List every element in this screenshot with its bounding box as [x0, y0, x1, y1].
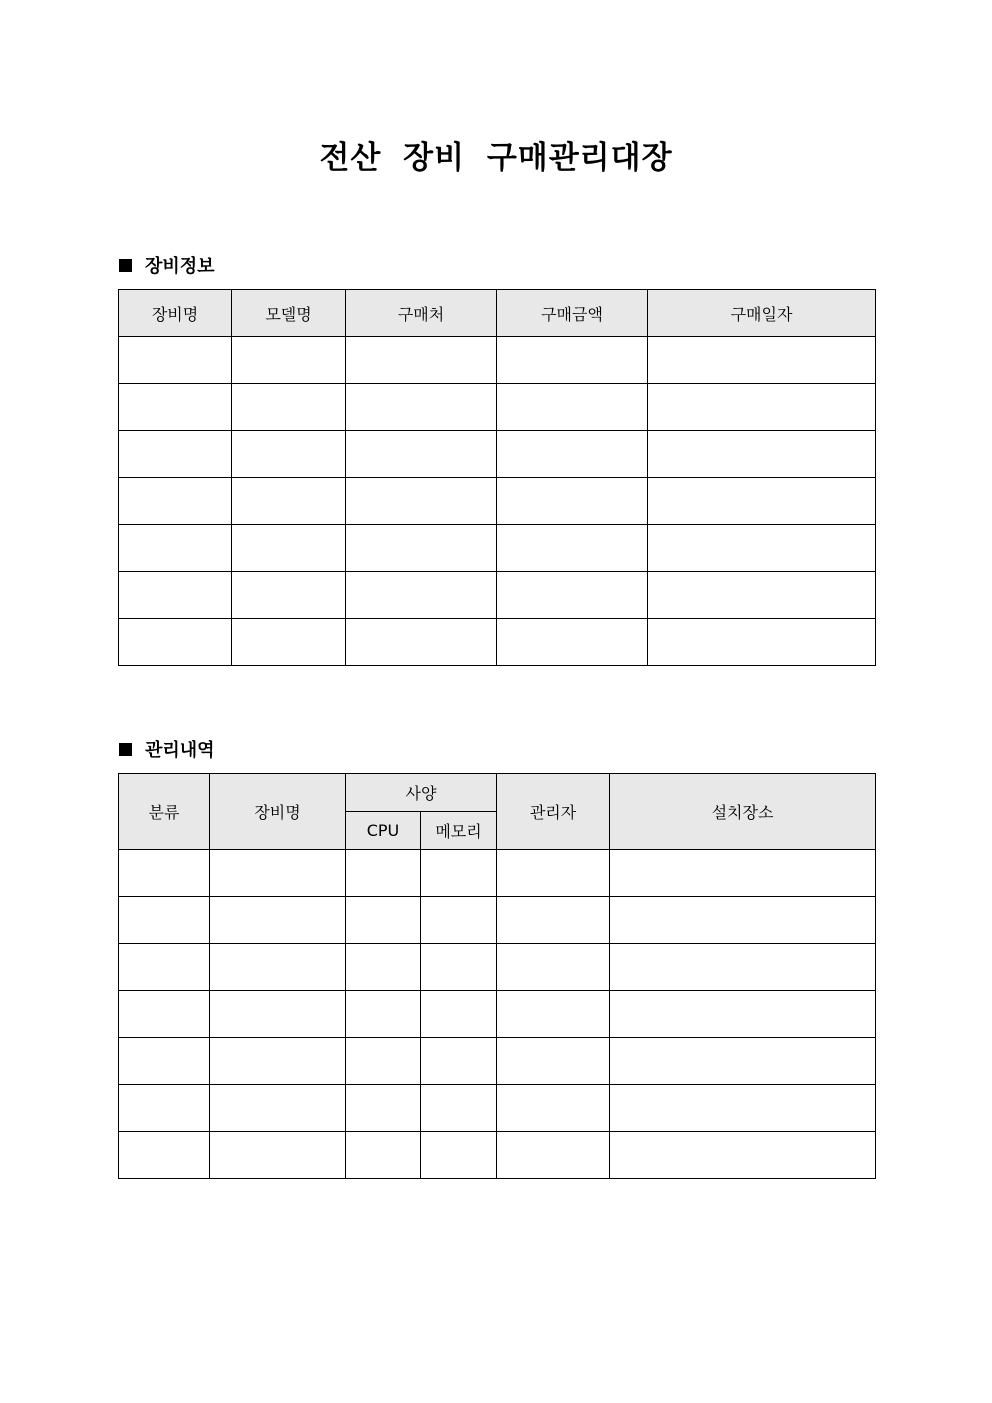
table-cell[interactable] [210, 1038, 346, 1085]
table-row [119, 850, 876, 897]
table-cell[interactable] [210, 944, 346, 991]
table-cell[interactable] [210, 1132, 346, 1179]
table-cell[interactable] [421, 944, 497, 991]
table-cell[interactable] [232, 619, 346, 666]
table-cell[interactable] [648, 337, 876, 384]
table-row [119, 991, 876, 1038]
table-cell[interactable] [497, 1038, 610, 1085]
table-cell[interactable] [421, 1132, 497, 1179]
table-cell[interactable] [497, 525, 648, 572]
table-cell[interactable] [497, 478, 648, 525]
table-cell[interactable] [346, 850, 421, 897]
table-cell[interactable] [421, 1038, 497, 1085]
management-table [118, 773, 876, 1179]
table-cell[interactable] [119, 1085, 210, 1132]
table-cell[interactable] [497, 850, 610, 897]
table-cell[interactable] [421, 991, 497, 1038]
table-cell[interactable] [497, 1085, 610, 1132]
table-cell[interactable] [346, 619, 497, 666]
table-cell[interactable] [610, 897, 876, 944]
table-cell[interactable] [497, 384, 648, 431]
table-cell[interactable] [610, 1132, 876, 1179]
table-cell[interactable] [346, 384, 497, 431]
table-cell[interactable] [232, 572, 346, 619]
table-cell[interactable] [610, 991, 876, 1038]
table-cell[interactable] [232, 525, 346, 572]
column-header-spec: 사양 [346, 774, 497, 812]
table-cell[interactable] [421, 897, 497, 944]
table-row [119, 525, 876, 572]
table-cell[interactable] [421, 1085, 497, 1132]
table-cell[interactable] [610, 850, 876, 897]
column-header-equipment-name: 장비명 [119, 290, 232, 337]
table-row [119, 478, 876, 525]
table-cell[interactable] [610, 1085, 876, 1132]
table-row [119, 897, 876, 944]
column-header-category: 분류 [119, 774, 210, 850]
column-header-memory: 메모리 [421, 812, 497, 850]
table-cell[interactable] [346, 478, 497, 525]
table-cell[interactable] [210, 991, 346, 1038]
table-cell[interactable] [232, 337, 346, 384]
column-header-purchase-date: 구매일자 [648, 290, 876, 337]
table-row [119, 1085, 876, 1132]
table-cell[interactable] [648, 525, 876, 572]
table-cell[interactable] [346, 525, 497, 572]
table-cell[interactable] [497, 337, 648, 384]
column-header-manager: 관리자 [497, 774, 610, 850]
table-cell[interactable] [648, 478, 876, 525]
table-cell[interactable] [497, 619, 648, 666]
table-row [119, 431, 876, 478]
table-cell[interactable] [119, 850, 210, 897]
table-cell[interactable] [119, 991, 210, 1038]
column-header-equipment-name: 장비명 [210, 774, 346, 850]
table-cell[interactable] [119, 337, 232, 384]
table-row [119, 384, 876, 431]
equipment-section-label: 장비정보 [145, 256, 215, 277]
table-cell[interactable] [497, 431, 648, 478]
table-cell[interactable] [648, 619, 876, 666]
table-cell[interactable] [346, 1132, 421, 1179]
table-cell[interactable] [497, 991, 610, 1038]
table-cell[interactable] [497, 897, 610, 944]
table-row [119, 572, 876, 619]
table-cell[interactable] [232, 431, 346, 478]
table-cell[interactable] [346, 1038, 421, 1085]
table-cell[interactable] [497, 944, 610, 991]
table-cell[interactable] [346, 897, 421, 944]
equipment-section-heading [119, 252, 215, 278]
page-title: 전산 장비 구매관리대장 [319, 140, 673, 176]
column-header-location: 설치장소 [610, 774, 876, 850]
table-cell[interactable] [119, 944, 210, 991]
column-header-purchase-amount: 구매금액 [497, 290, 648, 337]
table-cell[interactable] [610, 944, 876, 991]
table-cell[interactable] [119, 384, 232, 431]
table-cell[interactable] [232, 384, 346, 431]
table-cell[interactable] [648, 572, 876, 619]
table-cell[interactable] [346, 572, 497, 619]
table-row [119, 1132, 876, 1179]
table-cell[interactable] [346, 991, 421, 1038]
table-cell[interactable] [210, 850, 346, 897]
square-bullet-icon [119, 259, 132, 272]
table-cell[interactable] [119, 525, 232, 572]
table-cell[interactable] [346, 431, 497, 478]
table-cell[interactable] [610, 1038, 876, 1085]
table-cell[interactable] [648, 384, 876, 431]
table-row [119, 337, 876, 384]
table-cell[interactable] [119, 431, 232, 478]
management-section-heading [119, 736, 215, 762]
table-cell[interactable] [497, 572, 648, 619]
table-cell[interactable] [648, 431, 876, 478]
table-cell[interactable] [232, 478, 346, 525]
table-cell[interactable] [421, 850, 497, 897]
equipment-table [118, 289, 876, 666]
table-cell[interactable] [497, 1132, 610, 1179]
table-cell[interactable] [119, 1038, 210, 1085]
table-row [119, 944, 876, 991]
column-header-cpu: CPU [346, 812, 421, 850]
column-header-vendor: 구매처 [346, 290, 497, 337]
table-cell[interactable] [210, 897, 346, 944]
table-row [119, 1038, 876, 1085]
table-cell[interactable] [119, 572, 232, 619]
table-cell[interactable] [119, 1132, 210, 1179]
table-cell[interactable] [346, 337, 497, 384]
square-bullet-icon [119, 743, 132, 756]
table-cell[interactable] [346, 1085, 421, 1132]
table-cell[interactable] [119, 897, 210, 944]
management-section-label: 관리내역 [145, 740, 215, 761]
table-cell[interactable] [119, 478, 232, 525]
table-row [119, 619, 876, 666]
table-cell[interactable] [210, 1085, 346, 1132]
table-cell[interactable] [119, 619, 232, 666]
table-cell[interactable] [346, 944, 421, 991]
column-header-model-name: 모델명 [232, 290, 346, 337]
